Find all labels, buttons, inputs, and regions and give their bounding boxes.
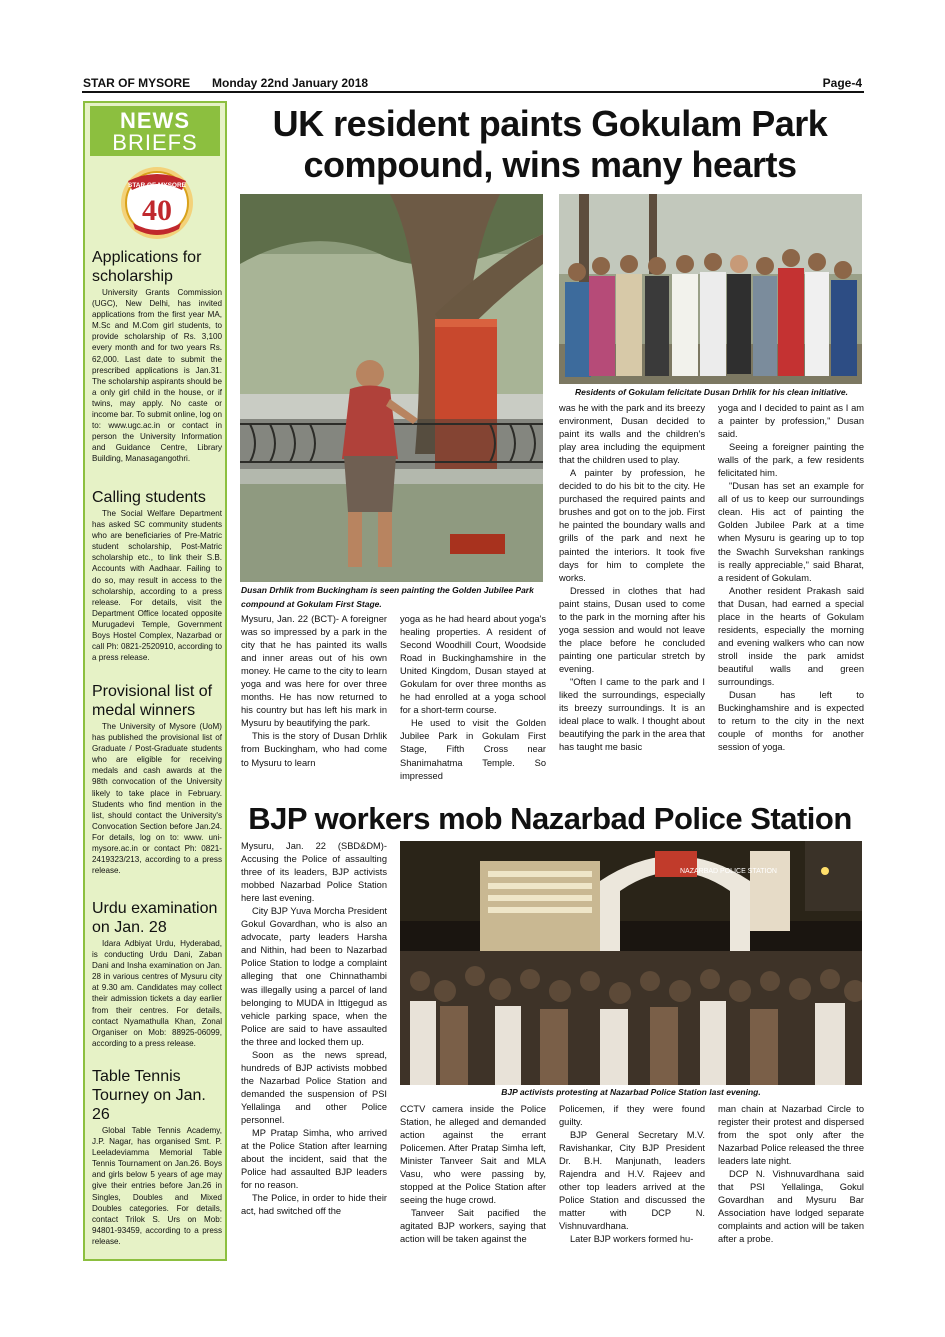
brief-item	[92, 1067, 222, 1247]
brief-title: Applications for scholarship	[92, 249, 202, 285]
photo-protest	[400, 841, 862, 1085]
paragraph: Mysuru, Jan. 22 (BCT)- A foreigner was so impressed by a park in the city that he has painted its walls and inner areas out of his own money. He came to the city to learn yoga and was here for over three months. He has now returned to his country but has left his mark in Mysuru by beautifying the park.	[241, 614, 387, 729]
paragraph: CCTV camera inside the Police Station, he alleged and demanded action against the errant Policemen. After Pratap Simha left, Minister Tanveer Sait and MLA Vasu, who were passing by, stopped at the Police Station after seeing the huge crowd.	[400, 1104, 546, 1206]
story1-column-2	[400, 613, 546, 783]
paragraph: yoga and I decided to paint as I am a painter by profession," Dusan said.	[718, 403, 864, 440]
publication-name: STAR OF MYSORE	[83, 76, 191, 90]
paragraph: This is the story of Dusan Drhlik from Buckingham, who had come to Mysuru to learn	[241, 731, 387, 768]
brief-title: Urdu examination on Jan. 28	[92, 900, 218, 936]
paragraph: MP Pratap Simha, who arrived at the Police Station after learning about the incident, said that the Police had assaulted BJP leaders for no reason.	[241, 1128, 387, 1191]
logo-number: 40	[142, 194, 172, 227]
photo-painter	[240, 194, 543, 582]
brief-title: Provisional list of medal winners	[92, 683, 213, 719]
paragraph: man chain at Nazarbad Circle to register their protest and dispersed from the spot only after the Nazarbad Police released the three leaders late night.	[718, 1104, 864, 1167]
brief-item	[92, 899, 222, 1049]
issue-date: Monday 22nd January 2018	[212, 76, 369, 90]
paragraph: Policemen, if they were found guilty.	[559, 1104, 705, 1128]
page-header	[82, 74, 864, 92]
paragraph: Another resident Prakash said that Dusan, had earned a special place in the hearts of Gokulam residents, especially the morning and evening walkers who can now stroll inside the park amidst beautiful walls and green surroundings.	[718, 585, 864, 687]
brief-text: University Grants Commission (UGC), New Delhi, has invited applications from the first year MA, M.Sc and M.Com girl students, to provide scholarship of Rs. 3,100 every month and for two years Rs. 62,000. Last date to submit the prescribed applications is Jan.31. The scholarship aspirants should be a only girl child in the house, or if twins, may apply. No caste or income bar. To submit online, log on to: www.ugc.ac.in or contact in person the University Information and Guidance Centre, Library Building, Manasagangothri.	[92, 288, 222, 464]
brief-text: The University of Mysore (UoM) has published the provisional list of Graduate / Post-Graduate students who are eligible for receiving medals and cash awards at the 98th convocation of the University likely to take place in February. Students who find mention in the list, should contact the University's Convocation Section before Jan.24. For details, log on to: www. uni-mysore.ac.in or contact Ph: 0821-2419323/213, according to a press release.	[92, 722, 222, 876]
story-headline: BJP workers mob Nazarbad Police Station	[248, 801, 852, 836]
news-briefs-title-1: NEWS	[120, 108, 190, 133]
story2-column-3	[559, 1103, 705, 1247]
station-sign: NAZARBAD POLICE STATION	[680, 868, 777, 875]
paragraph: BJP General Secretary M.V. Ravishankar, City BJP President Dr. B.H. Manjunath, leaders Rajendra and H.V. Rajeev and other top leaders arrived at the Police Station and discussed the matter with DCP N. Vishnuvardhana.	[559, 1130, 705, 1232]
paragraph: Soon as the news spread, hundreds of BJP activists mobbed the Nazarbad Police Station and demanded the suspension of PSI Yellalinga and other Police personnel.	[241, 1049, 387, 1125]
paragraph: The Police, in order to hide their act, had switched off the	[241, 1193, 387, 1217]
paragraph: Later BJP workers formed hu-	[570, 1234, 694, 1245]
paragraph: was he with the park and its breezy environment, Dusan decided to paint its walls and the children's play area including the equipment that the children used to play.	[559, 403, 705, 466]
anniversary-logo	[119, 165, 195, 241]
header-rule	[82, 91, 864, 93]
brief-title: Table Tennis Tourney on Jan. 26	[92, 1068, 206, 1123]
story2-column-2	[400, 1103, 546, 1247]
paragraph: yoga as he had heard about yoga's healing properties. A resident of Second Woodhill Court, Woodside Road in Buckinghamshire in the United Kingdom, Dusan stayed at Gokulam for over three months as he had enrolled at a yoga school for a short-term course.	[400, 614, 546, 716]
news-briefs-sidebar	[83, 101, 227, 1261]
news-briefs-banner	[90, 106, 220, 156]
paragraph: Seeing a foreigner painting the walls of the park, a few residents felicitated him.	[718, 442, 864, 479]
brief-item	[92, 488, 222, 663]
news-briefs-title-2: BRIEFS	[112, 130, 198, 155]
brief-text: Idara Adbiyat Urdu, Hyderabad, is conducting Urdu Dani, Zaban Dani and Insha examination on Jan. 28 in various centres of Mysuru city at 9.30 am. Candidates may collect their admission tickets a day earlier from their centres. For details, contact Nyamathulla Khan, Zonal Organiser on Mob: 88925-06099, according to a press release.	[92, 939, 222, 1048]
brief-title: Calling students	[92, 489, 206, 506]
paragraph: DCP N. Vishnuvardhana said that PSI Yellalinga, Gokul Govardhan and Mysuru Bar Association have lodged separate complaints and action will be taken after a probe.	[718, 1169, 864, 1245]
brief-text: The Social Welfare Department has asked SC community students who are beneficiaries of Pre-Matric student scholarship, Post-Matric scholarship etc., to link their S.B. Accounts with Aadhaar. Failing to do so, may result in access to the scholarship, according to a press release. For details, visit the Department Office located opposite Murugadevi Temple, Government Boys Hostel Complex, Nazarbad or call Ph: 0821-2520910, according to a press release.	[92, 509, 222, 663]
photo-caption: Dusan Drhlik from Buckingham is seen painting the Golden Jubilee Park compound at Gokulam First Stage.	[241, 585, 534, 609]
story2-column-4	[718, 1103, 864, 1247]
story-headline: UK resident paints Gokulam Park compound, wins many hearts	[272, 103, 828, 185]
paragraph: City BJP Yuva Morcha President Gokul Govardhan, who is also an advocate, party leaders Harsha and Nithin, had been to Nazarbad Police Station to lodge a complaint alleging that one Chinnathambi was illegally using a parcel of land belonging to MUDA in Ittigegud as vehicle parking space, when the Police are said to have assaulted the three and locked them up.	[241, 906, 387, 1047]
paragraph: "Often I came to the park and I liked the surroundings, especially its breezy surroundings. It is an ideal place to walk. I thought about beautifying the park in the area that has taught me basic	[559, 676, 705, 753]
paragraph: Dressed in clothes that had paint stains, Dusan used to come to the park in the morning after his yoga session and would not leave the place before he concluded painting one particular stretch by evening.	[559, 585, 705, 674]
paragraph: Dusan has left to Buckinghamshire and is expected to return to the city in the next couple of months for another session of yoga.	[718, 690, 864, 753]
brief-item	[92, 248, 222, 465]
paragraph: "Dusan has set an example for all of us to keep our surroundings clean. His act of painting the Golden Jubilee Park at a time when Mysuru is gearing up to top the Swachh Survekshan rankings is really appreciable," said Bharat, a resident of Gokulam.	[718, 481, 864, 583]
photo-caption: BJP activists protesting at Nazarbad Police Station last evening.	[501, 1087, 761, 1097]
paragraph: Mysuru, Jan. 22 (SBD&DM)- Accusing the Police of assaulting three of its leaders, BJP activists mobbed Nazarbad Police Station here last evening.	[241, 841, 387, 904]
story1-column-4	[718, 402, 864, 754]
photo-caption: Residents of Gokulam felicitate Dusan Drhlik for his clean initiative.	[574, 387, 848, 397]
page-number: Page-4	[822, 76, 862, 90]
paragraph: He used to visit the Golden Jubilee Park in Gokulam First Stage, Fifth Cross near Shanimahatma Temple. So impressed	[400, 718, 546, 781]
story1-column-1	[241, 613, 387, 770]
story1-column-3	[559, 402, 705, 754]
brief-item	[92, 682, 222, 876]
logo-text: STAR OF MYSORE	[127, 182, 187, 189]
paragraph: Tanveer Sait pacified the agitated BJP workers, saying that action will be taken against the	[400, 1208, 546, 1245]
photo-felicitation	[559, 194, 862, 384]
story2-column-1	[241, 840, 387, 1218]
paragraph: A painter by profession, he decided to do his bit to the city. He purchased the required paints and brushes and got on to the job. First he painted the boundary walls and grills of the park and next he painted the interiors. It took five days for him to complete the works.	[559, 468, 705, 583]
brief-text: Global Table Tennis Academy, J.P. Nagar, has organised Smt. P. Leeladeviamma Memorial Table Tennis Tournament on Jan.26. Boys and girls below 5 years of age may give their entries before Jan.26 in Singles, Doubles and Mixed Doubles categories. For details, contact Trilok S. Urs on Mob: 94801-93459, according to a press release.	[92, 1126, 222, 1246]
